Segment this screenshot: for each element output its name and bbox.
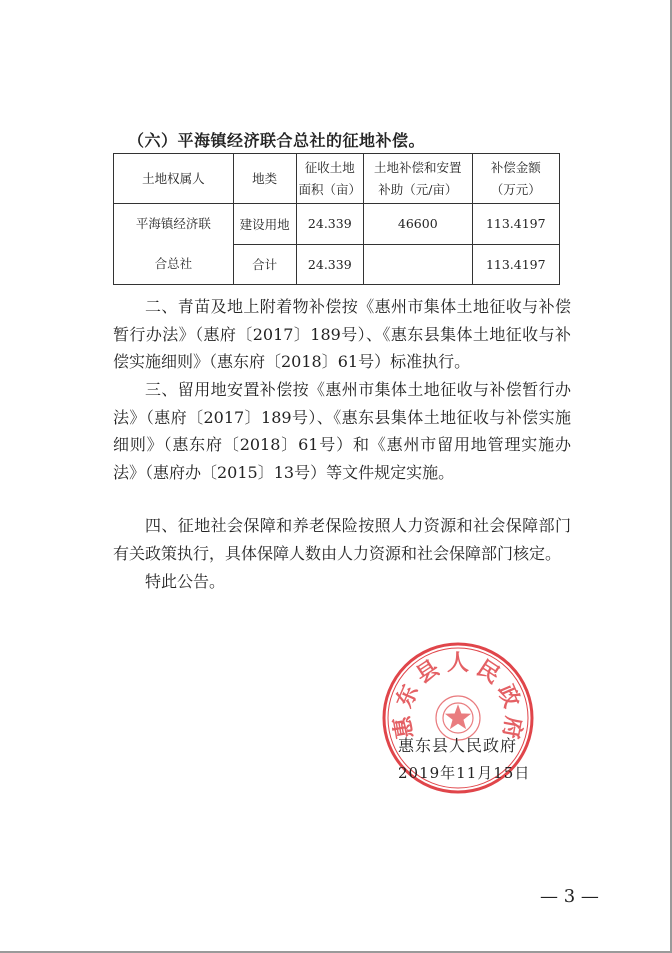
signature-date: 2019年11月15日 (398, 764, 531, 782)
header-owner: 土地权属人 (114, 154, 234, 204)
cell-area: 24.339 (296, 244, 363, 285)
cell-rate: 46600 (364, 204, 473, 245)
cell-owner: 平海镇经济联 合总社 (114, 204, 234, 285)
header-rate: 土地补偿和安置 补助（元/亩） (364, 154, 473, 204)
compensation-table (113, 153, 560, 285)
svg-text:惠: 惠 (389, 714, 419, 741)
paragraph-closing: 特此公告。 (145, 572, 226, 591)
cell-amount: 113.4197 (472, 204, 559, 245)
svg-text:东: 东 (391, 680, 424, 712)
page-number: — 3 — (540, 886, 599, 907)
paragraph-reserved-land: 三、留用地安置补偿按《惠州市集体土地征收与补偿暂行办法》（惠府〔2017〕189号）、《惠东县集体土地征收与补偿实施细则》（惠东府〔2018〕61号）和《惠州市留用地管理实施办法》（惠府办〔2015〕13号）等文件规定实施。 (113, 380, 571, 482)
svg-text:府: 府 (497, 714, 527, 741)
paragraph-seedling-compensation: 二、青苗及地上附着物补偿按《惠州市集体土地征收与补偿暂行办法》（惠府〔2017〕189号）、《惠东县集体土地征收与补偿实施细则》（惠东府〔2018〕61号）标准执行。 (113, 297, 571, 371)
svg-text:政: 政 (492, 680, 525, 712)
section-title: （六）平海镇经济联合总社的征地补偿。 (128, 131, 426, 150)
svg-text:人: 人 (446, 650, 470, 676)
cell-land-type: 合计 (233, 244, 296, 285)
header-area: 征收土地 面积（亩） (296, 154, 363, 204)
table-row (114, 204, 560, 245)
signature-organization: 惠东县人民政府 (398, 736, 518, 755)
svg-text:县: 县 (411, 655, 445, 689)
paragraph-social-security: 四、征地社会保障和养老保险按照人力资源和社会保障部门有关政策执行，具体保障人数由人力资源和社会保障部门核定。 (113, 516, 571, 563)
cell-area: 24.339 (296, 204, 363, 245)
cell-rate (364, 244, 473, 285)
cell-amount: 113.4197 (472, 244, 559, 285)
svg-text:民: 民 (471, 655, 505, 689)
cell-land-type: 建设用地 (233, 204, 296, 245)
header-land-type: 地类 (233, 154, 296, 204)
table-header-row (114, 154, 560, 204)
header-amount: 补偿金额 （万元） (472, 154, 559, 204)
